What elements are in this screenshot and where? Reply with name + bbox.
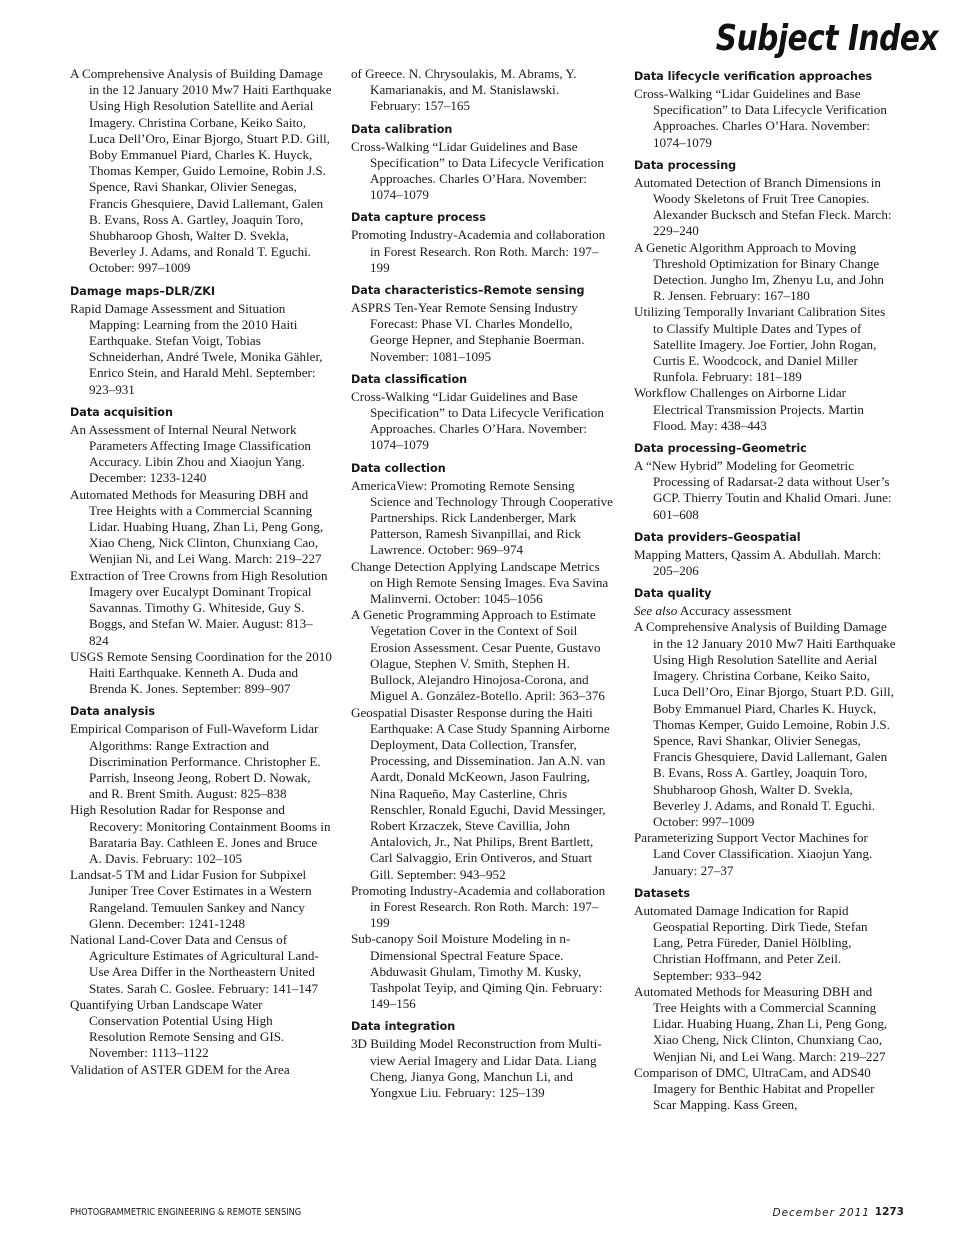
index-entry: Automated Methods for Measuring DBH and Tree Heights with a Commercial Scanning Lidar. Huabing Huang, Zhan Li, Peng Gong, Xiao Cheng, Nick Clinton, Chunxiang Cao, Wenjian Ni, and Lei Wang. March: 219–227 [70, 486, 324, 567]
section-heading: Data processing–Geometric [634, 442, 807, 456]
index-entry: Mapping Matters, Qassim A. Abdullah. March: 205–206 [634, 546, 882, 579]
index-entry: National Land-Cover Data and Census of Agriculture Estimates of Agricultural Land-Use Area Differ in the Northeastern United States. Sarah C. Goslee. February: 141–147 [70, 931, 319, 996]
index-entry: Sub-canopy Soil Moisture Modeling in n-Dimensional Spectral Feature Space. Abduwasit Ghulam, Timothy M. Kusky, Tashpolat Teyip, and Qiming Qin. February: 149–156 [351, 931, 603, 1012]
section-heading: Data lifecycle verification approaches [634, 70, 873, 83]
index-column-2 [351, 66, 613, 1109]
index-entry: Quantifying Urban Landscape Water Conservation Potential Using High Resolution Remote Sensing and GIS. November: 1113–1122 [70, 996, 285, 1061]
section-heading: Datasets [634, 886, 690, 900]
index-entry: A “New Hybrid” Modeling for Geometric Processing of Radarsat-2 data without User’s GCP. Thierry Toutin and Khalid Omari. June: 601–608 [634, 458, 892, 522]
index-entry: A Comprehensive Analysis of Building Damage in the 12 January 2010 Mw7 Haiti Earthquake Using High Resolution Satellite and Aerial Imagery. Christina Corbane, Keiko Saito, Luca Dell’Oro, Einar Bjorgo, Stuart P.D. Gill, Boby Emmanuel Piard, Charles K. Huyck, Thomas Kemper, Guido Lemoine, Robin J.S. Spence, Ravi Shankar, Olivier Senegas, Francis Ghesquiere, David Lallemant, Galen B. Evans, Ross A. Gartley, Joaquin Toro, Shubharoop Ghosh, Walter D. Svekla, Beverley J. Adams, and Ronald T. Eguchi. October: 997–1009 [634, 619, 896, 829]
index-entry: Automated Damage Indication for Rapid Geospatial Reporting. Dirk Tiede, Stefan Lang, Petra Füreder, Daniel Hölbling, Christian Hoffmann, and Peter Zeil. September: 933–942 [634, 902, 868, 983]
section-heading: Data acquisition [70, 405, 173, 419]
page-title: Subject Index [715, 18, 938, 59]
see-also-label: See also [634, 603, 678, 619]
see-also-line [634, 603, 896, 619]
index-entry: Cross-Walking “Lidar Guidelines and Base Specification” to Data Lifecycle Verification Approaches. Charles O’Hara. November: 1074–1079 [351, 388, 604, 453]
index-entry: Cross-Walking “Lidar Guidelines and Base Specification” to Data Lifecycle Verification Approaches. Charles O’Hara. November: 1074–1079 [634, 86, 887, 150]
index-section [634, 587, 896, 878]
index-section [634, 887, 896, 1114]
index-entry: Cross-Walking “Lidar Guidelines and Base Specification” to Data Lifecycle Verification Approaches. Charles O’Hara. November: 1074–1079 [351, 138, 604, 203]
index-entry: Comparison of DMC, UltraCam, and ADS40 Imagery for Benthic Habitat and Propeller Scar Mapping. Kass Green, [634, 1064, 875, 1113]
index-entry: Rapid Damage Assessment and Situation Mapping: Learning from the 2010 Haiti Earthquake. Stefan Voigt, Tobias Schneiderhan, André Twele, Monika Gähler, Enrico Stein, and Harald Mehl. September: 923–931 [70, 300, 323, 397]
index-entry: AmericaView: Promoting Remote Sensing Science and Technology Through Cooperative Partnerships. Rick Landenberger, Mark Patterson, Ramesh Sivanpillai, and Rick Lawrence. October: 969–974 [351, 477, 613, 558]
footer-date: December 2011 [772, 1207, 870, 1219]
index-column-1 [70, 66, 332, 1086]
index-entry: Landsat-5 TM and Lidar Fusion for Subpixel Juniper Tree Cover Estimates in a Western Rangeland. Temuulen Sankey and Nancy Glenn. December: 1241-1248 [70, 867, 312, 931]
index-entry: Empirical Comparison of Full-Waveform Lidar Algorithms: Range Extraction and Discrimination Performance. Christopher E. Parrish, Inseong Jeong, Robert D. Nowak, and R. Brent Smith. August: 825–838 [70, 721, 321, 802]
section-heading: Data classification [351, 372, 468, 386]
index-entry: Automated Detection of Branch Dimensions in Woody Skeletons of Fruit Tree Canopies. Alexander Bucksch and Stefan Fleck. March: 229–240 [634, 174, 892, 239]
index-section [70, 66, 332, 277]
section-heading: Data collection [351, 461, 446, 475]
index-entry: A Genetic Algorithm Approach to Moving Threshold Optimization for Binary Change Detection. Jungho Im, Zhenyu Lu, and John R. Jensen. February: 167–180 [634, 239, 884, 304]
section-heading: Data quality [634, 587, 712, 601]
see-also-target: Accuracy assessment [679, 603, 792, 619]
index-section [634, 70, 896, 151]
section-heading: Data calibration [351, 122, 453, 136]
index-section [634, 531, 896, 579]
index-section [351, 462, 613, 1013]
section-heading: Data capture process [351, 211, 486, 225]
index-section [351, 373, 613, 454]
index-section [70, 285, 332, 398]
page-number: 1273 [874, 1206, 904, 1218]
section-heading: Data providers–Geospatial [634, 530, 801, 544]
footer-journal-name: PHOTOGRAMMETRIC ENGINEERING & REMOTE SENSING [70, 1207, 302, 1218]
section-heading: Data analysis [70, 705, 155, 719]
section-heading: Damage maps–DLR/ZKI [70, 284, 216, 298]
index-entry: A Genetic Programming Approach to Estimate Vegetation Cover in the Context of Soil Erosion Assessment. Cesar Puente, Gustavo Olague, Stephen V. Smith, Stephen H. Bullock, Alejandro Hinojosa-Corona, and Miguel A. González-Botello. April: 363–376 [351, 607, 605, 704]
index-section [351, 1020, 613, 1101]
index-entry: Extraction of Tree Crowns from High Resolution Imagery over Eucalypt Dominant Tropical Savannas. Timothy G. Whiteside, Guy S. Boggs, and Stefan W. Maier. August: 813–824 [70, 567, 328, 648]
index-entry: Utilizing Temporally Invariant Calibration Sites to Classify Multiple Dates and Types of Satellite Imagery. Joe Fortier, John Rogan, Curtis E. Woodcock, and Daniel Miller Runfola. February: 181–189 [634, 304, 886, 385]
index-entry: USGS Remote Sensing Coordination for the 2010 Haiti Earthquake. Kenneth A. Duda and Brenda K. Jones. September: 899–907 [70, 648, 332, 697]
index-entry: Parameterizing Support Vector Machines for Land Cover Classification. Xiaojun Yang. January: 27–37 [634, 830, 873, 878]
index-entry: ASPRS Ten-Year Remote Sensing Industry Forecast: Phase VI. Charles Mondello, George Hepner, and Stephanie Boerman. November: 1081–1095 [351, 300, 585, 364]
index-section [351, 211, 613, 276]
index-entry: High Resolution Radar for Response and Recovery: Monitoring Containment Booms in Barataria Bay. Cathleen E. Jones and Bruce A. Davis. February: 102–105 [70, 802, 331, 866]
index-entry: A Comprehensive Analysis of Building Damage in the 12 January 2010 Mw7 Haiti Earthquake Using High Resolution Satellite and Aerial Imagery. Christina Corbane, Keiko Saito, Luca Dell’Oro, Einar Bjorgo, Stuart P.D. Gill, Boby Emmanuel Piard, Charles K. Huyck, Thomas Kemper, Guido Lemoine, Robin J.S. Spence, Ravi Shankar, Olivier Senegas, Francis Ghesquiere, David Lallemant, Galen B. Evans, Ross A. Gartley, Joaquin Toro, Shubharoop Ghosh, Walter D. Svekla, Beverley J. Adams, and Ronald T. Eguchi. October: 997–1009 [70, 66, 332, 276]
index-entry: Change Detection Applying Landscape Metrics on High Remote Sensing Images. Eva Savina Malinverni. October: 1045–1056 [351, 558, 609, 607]
section-heading: Data integration [351, 1020, 456, 1034]
index-section [70, 406, 332, 697]
index-entry: 3D Building Model Reconstruction from Multi-view Aerial Imagery and Lidar Data. Liang Cheng, Jianya Gong, Manchun Li, and Yongxue Liu. February: 125–139 [351, 1036, 602, 1100]
index-entry: Promoting Industry-Academia and collaboration in Forest Research. Ron Roth. March: 197–199 [351, 882, 606, 931]
index-section [351, 66, 613, 115]
index-section [351, 123, 613, 204]
index-entry: An Assessment of Internal Neural Network Parameters Affecting Image Classification Accuracy. Libin Zhou and Xiaojun Yang. December: 1233-1240 [70, 421, 311, 486]
index-section [634, 442, 896, 523]
index-entry: Validation of ASTER GDEM for the Area [70, 1061, 290, 1077]
index-section [70, 705, 332, 1077]
index-section [351, 284, 613, 365]
section-heading: Data processing [634, 158, 737, 172]
index-entry: Workflow Challenges on Airborne Lidar Electrical Transmission Projects. Martin Flood. May: 438–443 [634, 385, 864, 433]
index-entry: Geospatial Disaster Response during the Haiti Earthquake: A Case Study Spanning Airborne Deployment, Data Collection, Transfer, Processing, and Dissemination. Jan A.N. van Aardt, Donald McKeown, Jason Faulring, Nina Raqueño, May Casterline, Chris Renschler, Ronald Eguchi, David Messinger, Robert Krzaczek, Steve Cavillia, John Antalovich, Jr., Nat Philips, Brent Bartlett, Carl Salvaggio, Erin Ontiveros, and Stuart Gill. September: 943–952 [351, 704, 610, 882]
index-section [634, 159, 896, 434]
index-column-3 [634, 66, 896, 1121]
index-entry: of Greece. N. Chrysoulakis, M. Abrams, Y. Kamarianakis, and M. Stanislawski. February: 157–165 [351, 66, 577, 114]
index-entry: Promoting Industry-Academia and collaboration in Forest Research. Ron Roth. March: 197–199 [351, 227, 606, 275]
index-entry: Automated Methods for Measuring DBH and Tree Heights with a Commercial Scanning Lidar. Huabing Huang, Zhan Li, Peng Gong, Xiao Cheng, Nick Clinton, Chunxiang Cao, Wenjian Ni, and Lei Wang. March: 219–227 [634, 983, 888, 1064]
section-heading: Data characteristics–Remote sensing [351, 284, 585, 298]
